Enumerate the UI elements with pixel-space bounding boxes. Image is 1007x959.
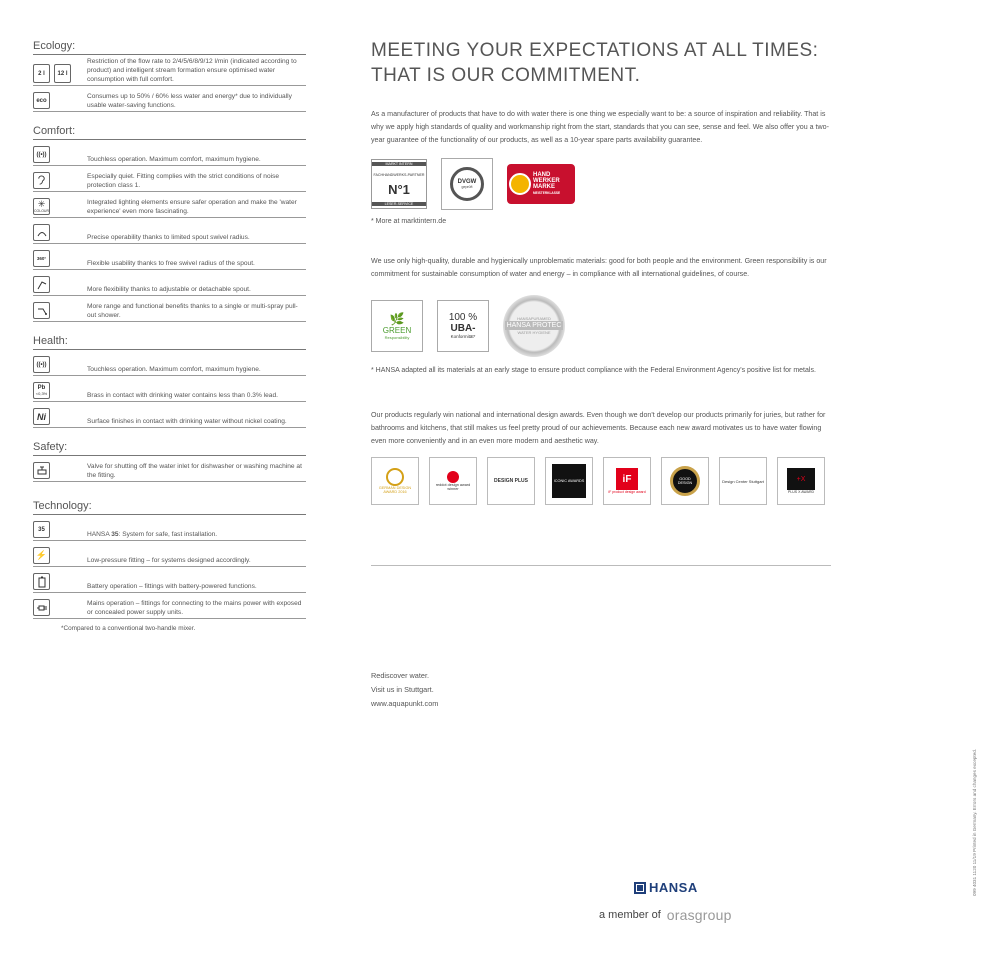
lighting-icon: ✳ COLOUR bbox=[34, 199, 49, 213]
comfort-section bbox=[33, 125, 306, 322]
design-awards bbox=[371, 457, 831, 505]
ecology-row bbox=[33, 55, 306, 86]
tagline: Rediscover water. bbox=[371, 671, 429, 680]
headline: MEETING YOUR EXPECTATIONS AT ALL TIMES: THAT IS OUR COMMITMENT. bbox=[371, 40, 819, 86]
if-design-award: iF iF product design award bbox=[603, 457, 651, 505]
hansa-35-icon: 35 bbox=[33, 521, 50, 538]
print-note: 099 4031 1120 11/19 Printed in Germany. Errors and changes excepted. bbox=[972, 748, 977, 896]
comfort-text: Precise operability thanks to limited spout swivel radius. bbox=[87, 234, 250, 241]
health-section bbox=[33, 335, 306, 428]
comfort-text: Touchless operation. Maximum comfort, maximum hygiene. bbox=[87, 156, 261, 163]
comfort-text: More range and functional benefits thanks to a single or multi-spray pull-out shower. bbox=[87, 303, 298, 319]
touchless-icon: ((•)) bbox=[33, 356, 50, 373]
design-plus-award: DESIGN PLUS bbox=[487, 457, 535, 505]
iconic-award: ICONIC AWARDS bbox=[545, 457, 593, 505]
adjustable-spout-icon bbox=[33, 276, 50, 293]
technology-title: Technology: bbox=[33, 500, 306, 515]
technology-text: Mains operation – fittings for connecting to the mains power with exposed or concealed power supply units. bbox=[87, 600, 302, 616]
divider bbox=[371, 565, 831, 566]
feature-legend bbox=[33, 40, 306, 645]
eco-icon: eco bbox=[33, 92, 50, 109]
comfort-text: Integrated lighting elements ensure safer operation and make the 'water experience' even more fascinating. bbox=[87, 199, 297, 215]
quality-paragraph: As a manufacturer of products that have to do with water there is one thing we especially want to be: a source of inspiration and reliability. That is why we apply high standards of quality and workmanship right from the start, standards that you can see, sense and feel. We also offer you a two-year guarantee of the functionality of our products, as well as a 10-year spare parts availability guarantee. bbox=[371, 110, 829, 144]
battery-icon bbox=[33, 573, 50, 590]
uba-note: * HANSA adapted all its materials at an early stage to ensure product compliance with the Federal Environment Agency's positive list for metals. bbox=[371, 366, 816, 374]
green-responsibility-logo: 🌿 GREEN Responsibility bbox=[371, 300, 423, 352]
comfort-title: Comfort: bbox=[33, 125, 306, 140]
health-text: Brass in contact with drinking water contains less than 0.3% lead. bbox=[87, 392, 278, 399]
comfort-text: Especially quiet. Fitting complies with the strict conditions of noise protection class 1. bbox=[87, 173, 280, 189]
ecology-title: Ecology: bbox=[33, 40, 306, 55]
safety-title: Safety: bbox=[33, 441, 306, 456]
nickel-free-icon: Ni bbox=[33, 408, 50, 425]
technology-text: HANSA 35: System for safe, fast installation. bbox=[87, 531, 218, 538]
swivel-360-icon: 360° bbox=[33, 250, 50, 267]
touchless-icon: ((•)) bbox=[33, 146, 50, 163]
pull-out-spray-icon bbox=[33, 302, 50, 319]
markt-intern-logo: MARKT INTERN FACHHANDWERKS-PARTNER N°1 LESER-SERVICE bbox=[371, 159, 427, 209]
health-text: Touchless operation. Maximum comfort, maximum hygiene. bbox=[87, 366, 261, 373]
ecology-flow-text: Restriction of the flow rate to 2/4/5/6/8/9/12 l/min (indicated according to product) and intelligent stream formation ensure optimised water consumption with full comfort. bbox=[87, 58, 297, 83]
ecology-section bbox=[33, 40, 306, 112]
health-title: Health: bbox=[33, 335, 306, 350]
valve-icon bbox=[33, 462, 50, 479]
technology-text: Low-pressure fitting – for systems designed accordingly. bbox=[87, 557, 251, 564]
handwerker-marke-logo: HAND WERKER MARKE MEISTERKLASSE bbox=[507, 164, 575, 204]
materials-logos bbox=[371, 295, 831, 357]
awards-paragraph: Our products regularly win national and international design awards. Even though we don't develop our products primarily for juries, but rather for bathrooms and kitchens, that still makes us feel pretty proud of our achievements. Because each new award motivates us to have water flowing even more conveniently and in an even more modern and aesthetic way. bbox=[371, 410, 826, 445]
contact-block bbox=[371, 669, 438, 711]
ear-icon bbox=[33, 172, 50, 189]
ecology-row bbox=[33, 86, 306, 112]
visit-note: Visit us in Stuttgart. bbox=[371, 685, 434, 694]
materials-paragraph: We use only high-quality, durable and hygienically unproblematic materials: good for both people and the environment. Green responsibility is our commitment for sustainable consumption of water and energy – in compliance with all international guidelines, of course. bbox=[371, 257, 827, 279]
website-link[interactable]: www.aquapunkt.com bbox=[371, 699, 439, 708]
hansa-logo: HANSA bbox=[634, 880, 698, 895]
comfort-text: More flexibility thanks to adjustable or detachable spout. bbox=[87, 286, 251, 293]
member-text: a member of bbox=[599, 909, 661, 921]
marktintern-note: * More at marktintern.de bbox=[371, 218, 447, 226]
footnote: *Compared to a conventional two-handle mixer. bbox=[61, 625, 196, 632]
quality-logos bbox=[371, 158, 831, 210]
comfort-text: Flexible usability thanks to free swivel radius of the spout. bbox=[87, 260, 255, 267]
uba-konformitaet-logo: 100 % UBA- Konformität* bbox=[437, 300, 489, 352]
low-pressure-icon: ⚡ bbox=[33, 547, 50, 564]
orasgroup-logo: orasgroup bbox=[666, 907, 732, 923]
reddot-award: reddot design award winner bbox=[429, 457, 477, 505]
plug-icon bbox=[33, 599, 50, 616]
hansa-protec-seal: HANSAPURAMED HANSA PROTEC WATER HYGIENE bbox=[503, 295, 565, 357]
flow-rate-12l-icon: 12 l bbox=[54, 64, 71, 83]
plus-x-award: +X PLUS X AWARD bbox=[777, 457, 825, 505]
good-design-award: GOOD DESIGN bbox=[661, 457, 709, 505]
swivel-limited-icon bbox=[33, 224, 50, 241]
german-design-award: GERMAN DESIGN AWARD 2016 bbox=[371, 457, 419, 505]
safety-text: Valve for shutting off the water inlet for dishwasher or washing machine at the fitting. bbox=[87, 463, 302, 479]
dvgw-logo: DVGW geprüft bbox=[441, 158, 493, 210]
hansa-mark-icon bbox=[634, 882, 646, 894]
design-center-stuttgart-award: Design Center Stuttgart bbox=[719, 457, 767, 505]
safety-section bbox=[33, 441, 306, 482]
technology-section bbox=[33, 500, 306, 632]
lead-free-icon: Pb <0,3% bbox=[33, 382, 50, 399]
technology-text: Battery operation – fittings with battery-powered functions. bbox=[87, 583, 257, 590]
ecology-eco-text: Consumes up to 50% / 60% less water and energy* due to individually usable water-saving functions. bbox=[87, 93, 292, 109]
member-line bbox=[599, 907, 732, 923]
commitment-column bbox=[371, 38, 831, 566]
flow-rate-2l-icon: 2 l bbox=[33, 64, 50, 83]
health-text: Surface finishes in contact with drinking water without nickel coating. bbox=[87, 418, 287, 425]
